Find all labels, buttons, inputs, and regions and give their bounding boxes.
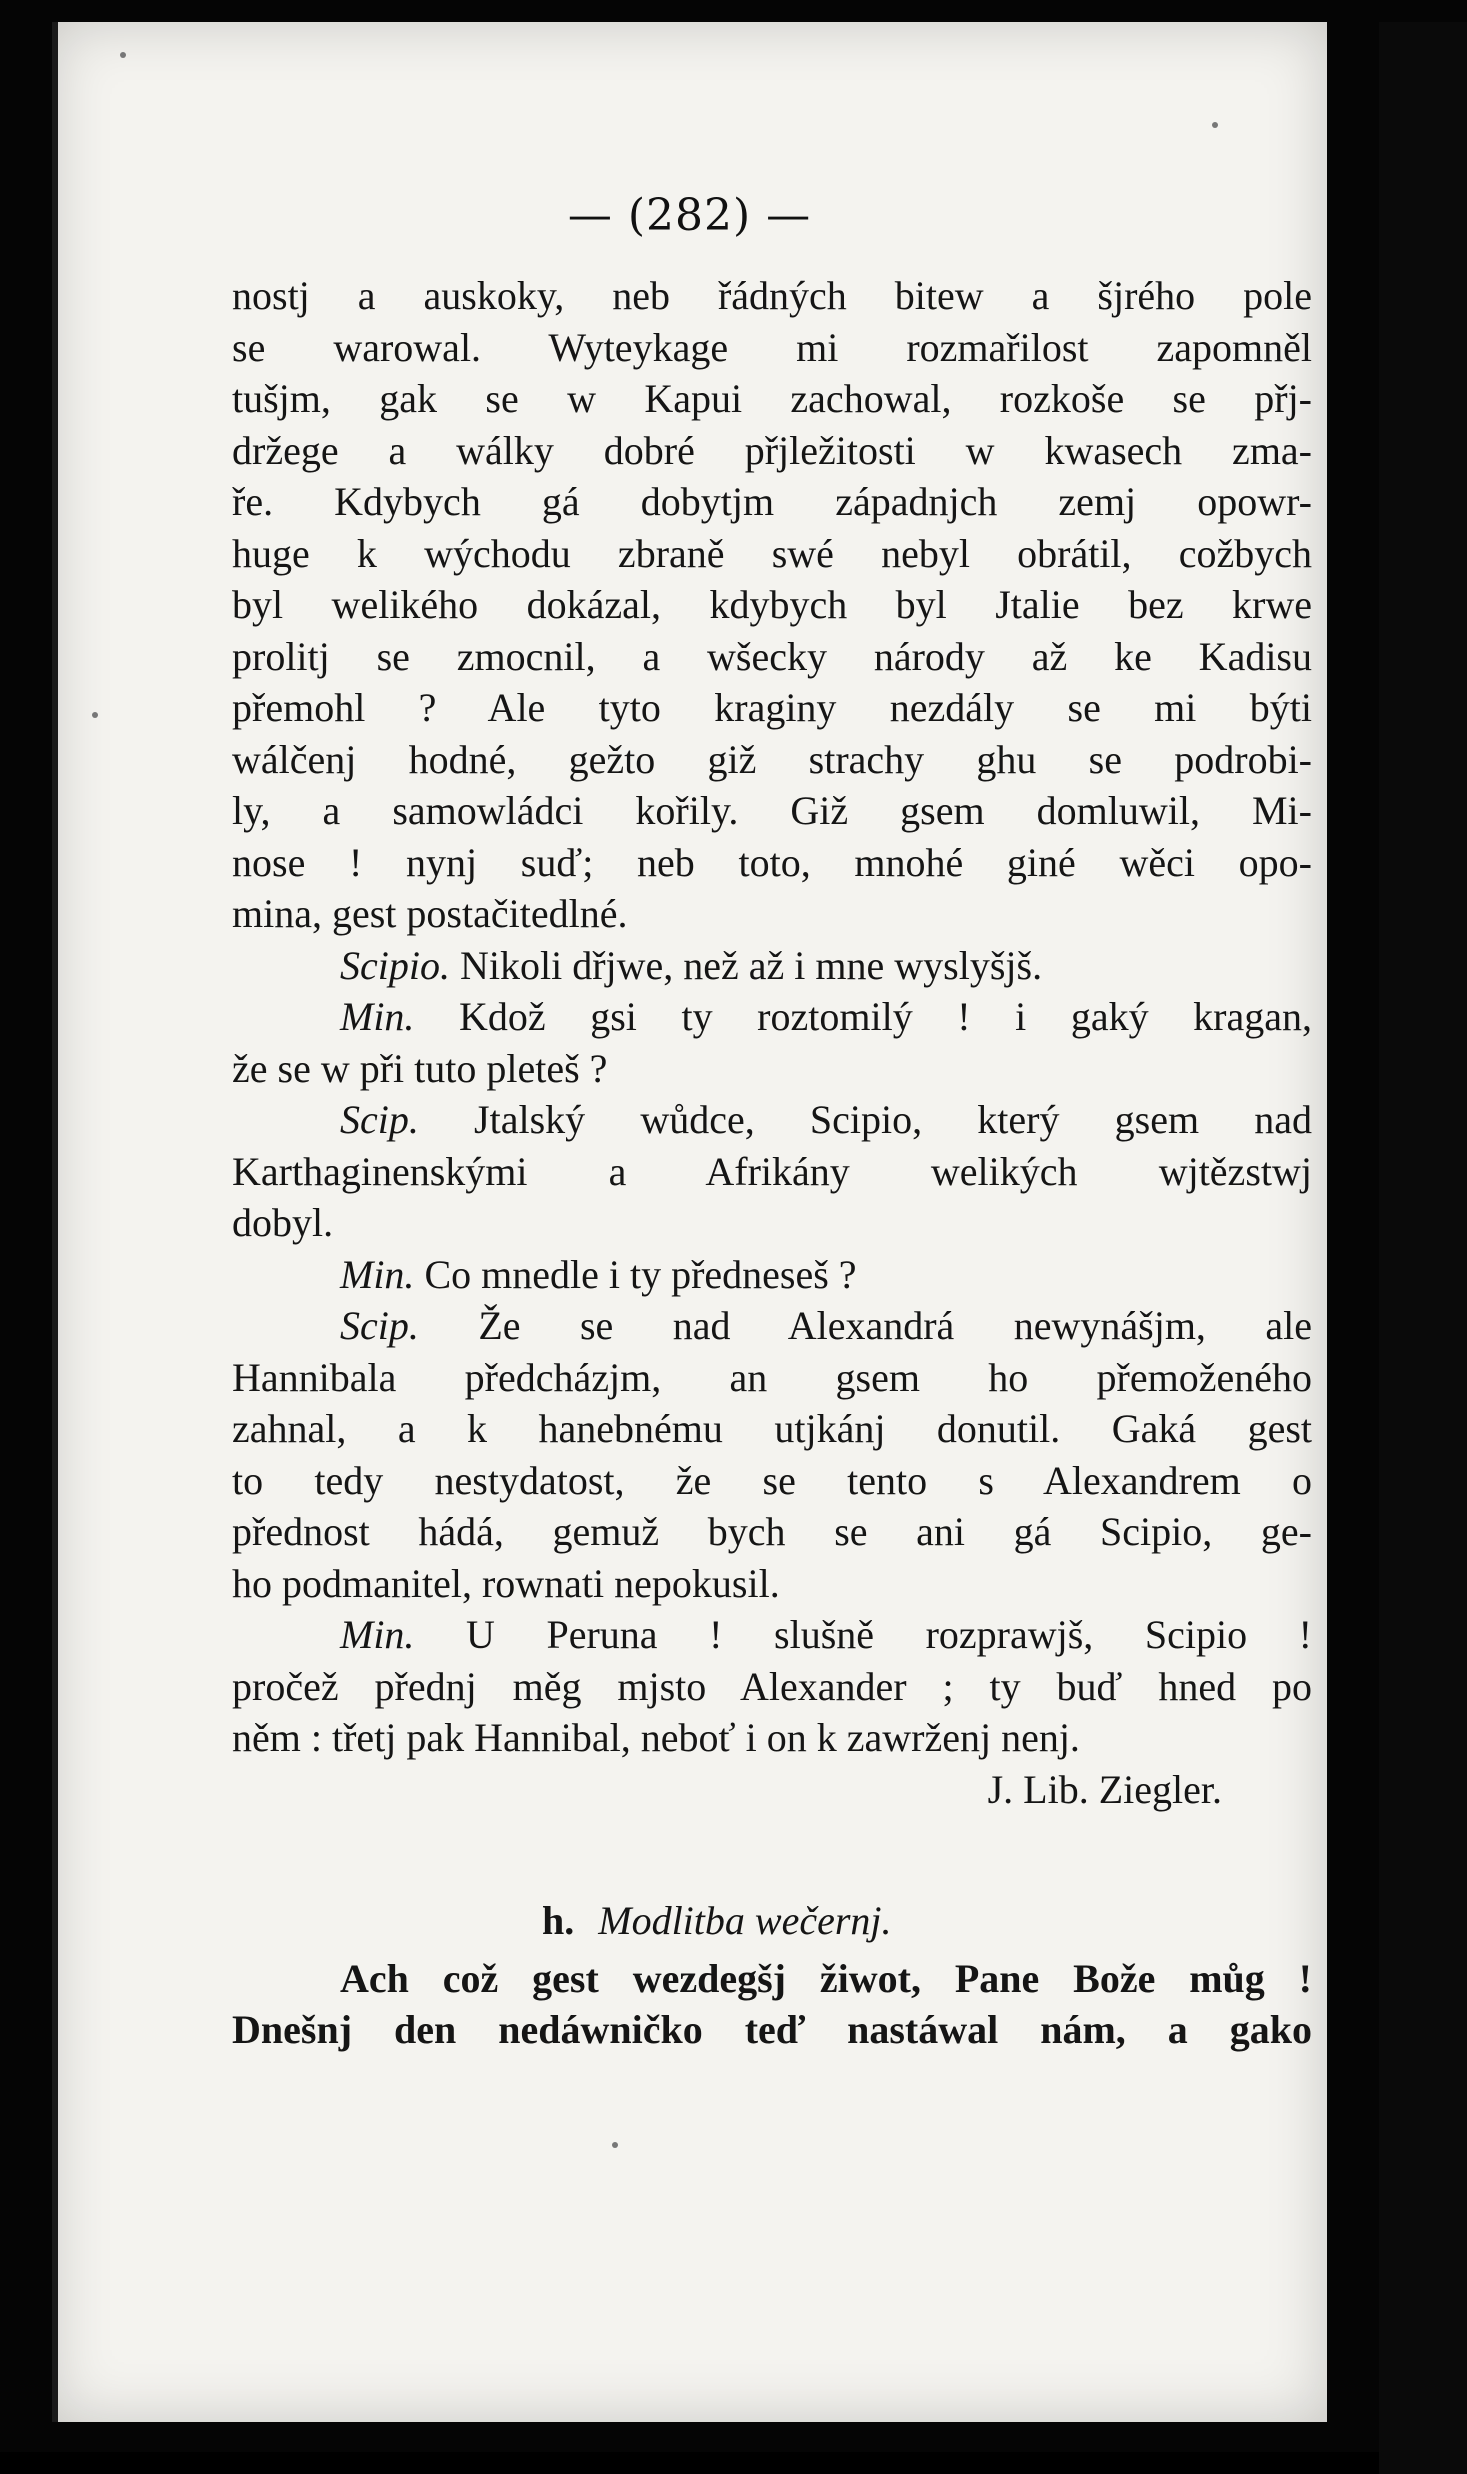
dialogue-first-line [232, 1300, 1312, 1352]
section-heading [232, 1895, 1312, 1947]
section-gap [232, 1815, 1312, 1895]
book-page [52, 22, 1327, 2422]
speaker-label: Scip. [340, 1097, 419, 1142]
dialogue-text: Jtalský wůdce, Scipio, který gsem nad [418, 1097, 1312, 1142]
dialogue-first-line [232, 1609, 1312, 1661]
text-line: pročež přednj měg mjsto Alexander ; ty buď hned po [232, 1663, 1312, 1709]
text-line: tušjm, gak se w Kapui zachowal, rozkoše se přj- [232, 376, 1312, 421]
text-line: prolitj se zmocnil, a wšecky národy až ke Kadisu [232, 633, 1312, 679]
text-line: to tedy nestydatost, že se tento s Alexandrem o [232, 1457, 1312, 1503]
dialogue-text: Nikoli dřjwe, než až i mne wyslyšjš. [449, 942, 1043, 988]
page-body [232, 270, 1312, 2056]
text-line: ho podmanitel, rownati nepokusil. [232, 1560, 780, 1606]
paper-speck [120, 52, 126, 58]
signature: J. Lib. Ziegler. [987, 1766, 1222, 1812]
page-number: — (282) — [567, 190, 812, 241]
text-line: mina, gest postačitedlné. [232, 891, 628, 936]
section-label: h. [542, 1898, 575, 1943]
text-line: že se w při tuto pleteš ? [232, 1045, 608, 1091]
dialogue-first-line [232, 1249, 1312, 1301]
text-line: Karthaginenskými a Afrikány welikých wjtězstwj [232, 1148, 1312, 1194]
text-line: nostj a auskoky, neb řádných bitew a šjrého pole [232, 273, 1312, 318]
text-line: něm : třetj pak Hannibal, neboť i on k zawrženj nenj. [232, 1715, 1080, 1760]
dialogue-first-line [232, 940, 1312, 992]
dialogue-text: Kdož gsi ty roztomilý ! i gaký kragan, [414, 994, 1312, 1039]
dialogue-first-line [232, 991, 1312, 1043]
section-title: Modlitba wečernj. [598, 1898, 892, 1943]
text-line: huge k wýchodu zbraně swé nebyl obrátil, cožbych [232, 530, 1312, 576]
closing-paragraph [232, 1953, 1312, 2056]
text-line: držege a wálky dobré přjležitosti w kwasech zma- [232, 427, 1312, 473]
text-line: zahnal, a k hanebnému utjkánj donutil. Gaká gest [232, 1406, 1312, 1451]
text-line: wálčenj hodné, gežto giž strachy ghu se podrobi- [232, 736, 1312, 782]
dialogue-text: U Peruna ! slušně rozprawjš, Scipio ! [414, 1612, 1312, 1657]
scan-dark-margin [1379, 22, 1467, 2474]
text-line: ře. Kdybych gá dobytjm západnjch zemj opowr- [232, 479, 1312, 524]
dialogue-text: Že se nad Alexandrá newynášjm, ale [418, 1303, 1312, 1348]
dialogue-first-line [232, 1094, 1312, 1146]
paper-speck [1212, 122, 1218, 128]
text-line: dobyl. [232, 1200, 334, 1245]
paper-speck [612, 2142, 618, 2148]
text-line: přednost hádá, gemuž bych se ani gá Scipio, ge- [232, 1509, 1312, 1554]
dialogue [232, 940, 1312, 1764]
speaker-label: Scip. [340, 1303, 419, 1348]
text-line: nose ! nynj suď; neb toto, mnohé giné wěci opo- [232, 839, 1312, 885]
dialogue-text: Co mnedle i ty předneseš ? [414, 1251, 857, 1297]
speaker-label: Min. [340, 1251, 415, 1297]
text-line: se warowal. Wyteykage mi rozmařilost zapomněl [232, 324, 1312, 370]
page-edge [52, 22, 58, 2422]
paragraph [232, 270, 1312, 940]
text-line: byl welikého dokázal, kdybych byl Jtalie bez krwe [232, 582, 1312, 627]
text-line: Ach což gest wezdegšj žiwot, Pane Bože můg ! [340, 1955, 1312, 2001]
speaker-label: Min. [340, 994, 415, 1039]
paper-speck [92, 712, 98, 718]
text-line: ly, a samowládci kořily. Giž gsem domluwil, Mi- [232, 788, 1312, 833]
speaker-label: Min. [340, 1612, 415, 1657]
text-line: Hannibala předcházjm, an gsem ho přemoženého [232, 1354, 1312, 1400]
text-line: Dnešnj den nedáwničko teď nastáwal nám, a gako [232, 2007, 1312, 2052]
text-line: přemohl ? Ale tyto kraginy nezdály se mi býti [232, 685, 1312, 730]
speaker-label: Scipio. [340, 942, 450, 988]
